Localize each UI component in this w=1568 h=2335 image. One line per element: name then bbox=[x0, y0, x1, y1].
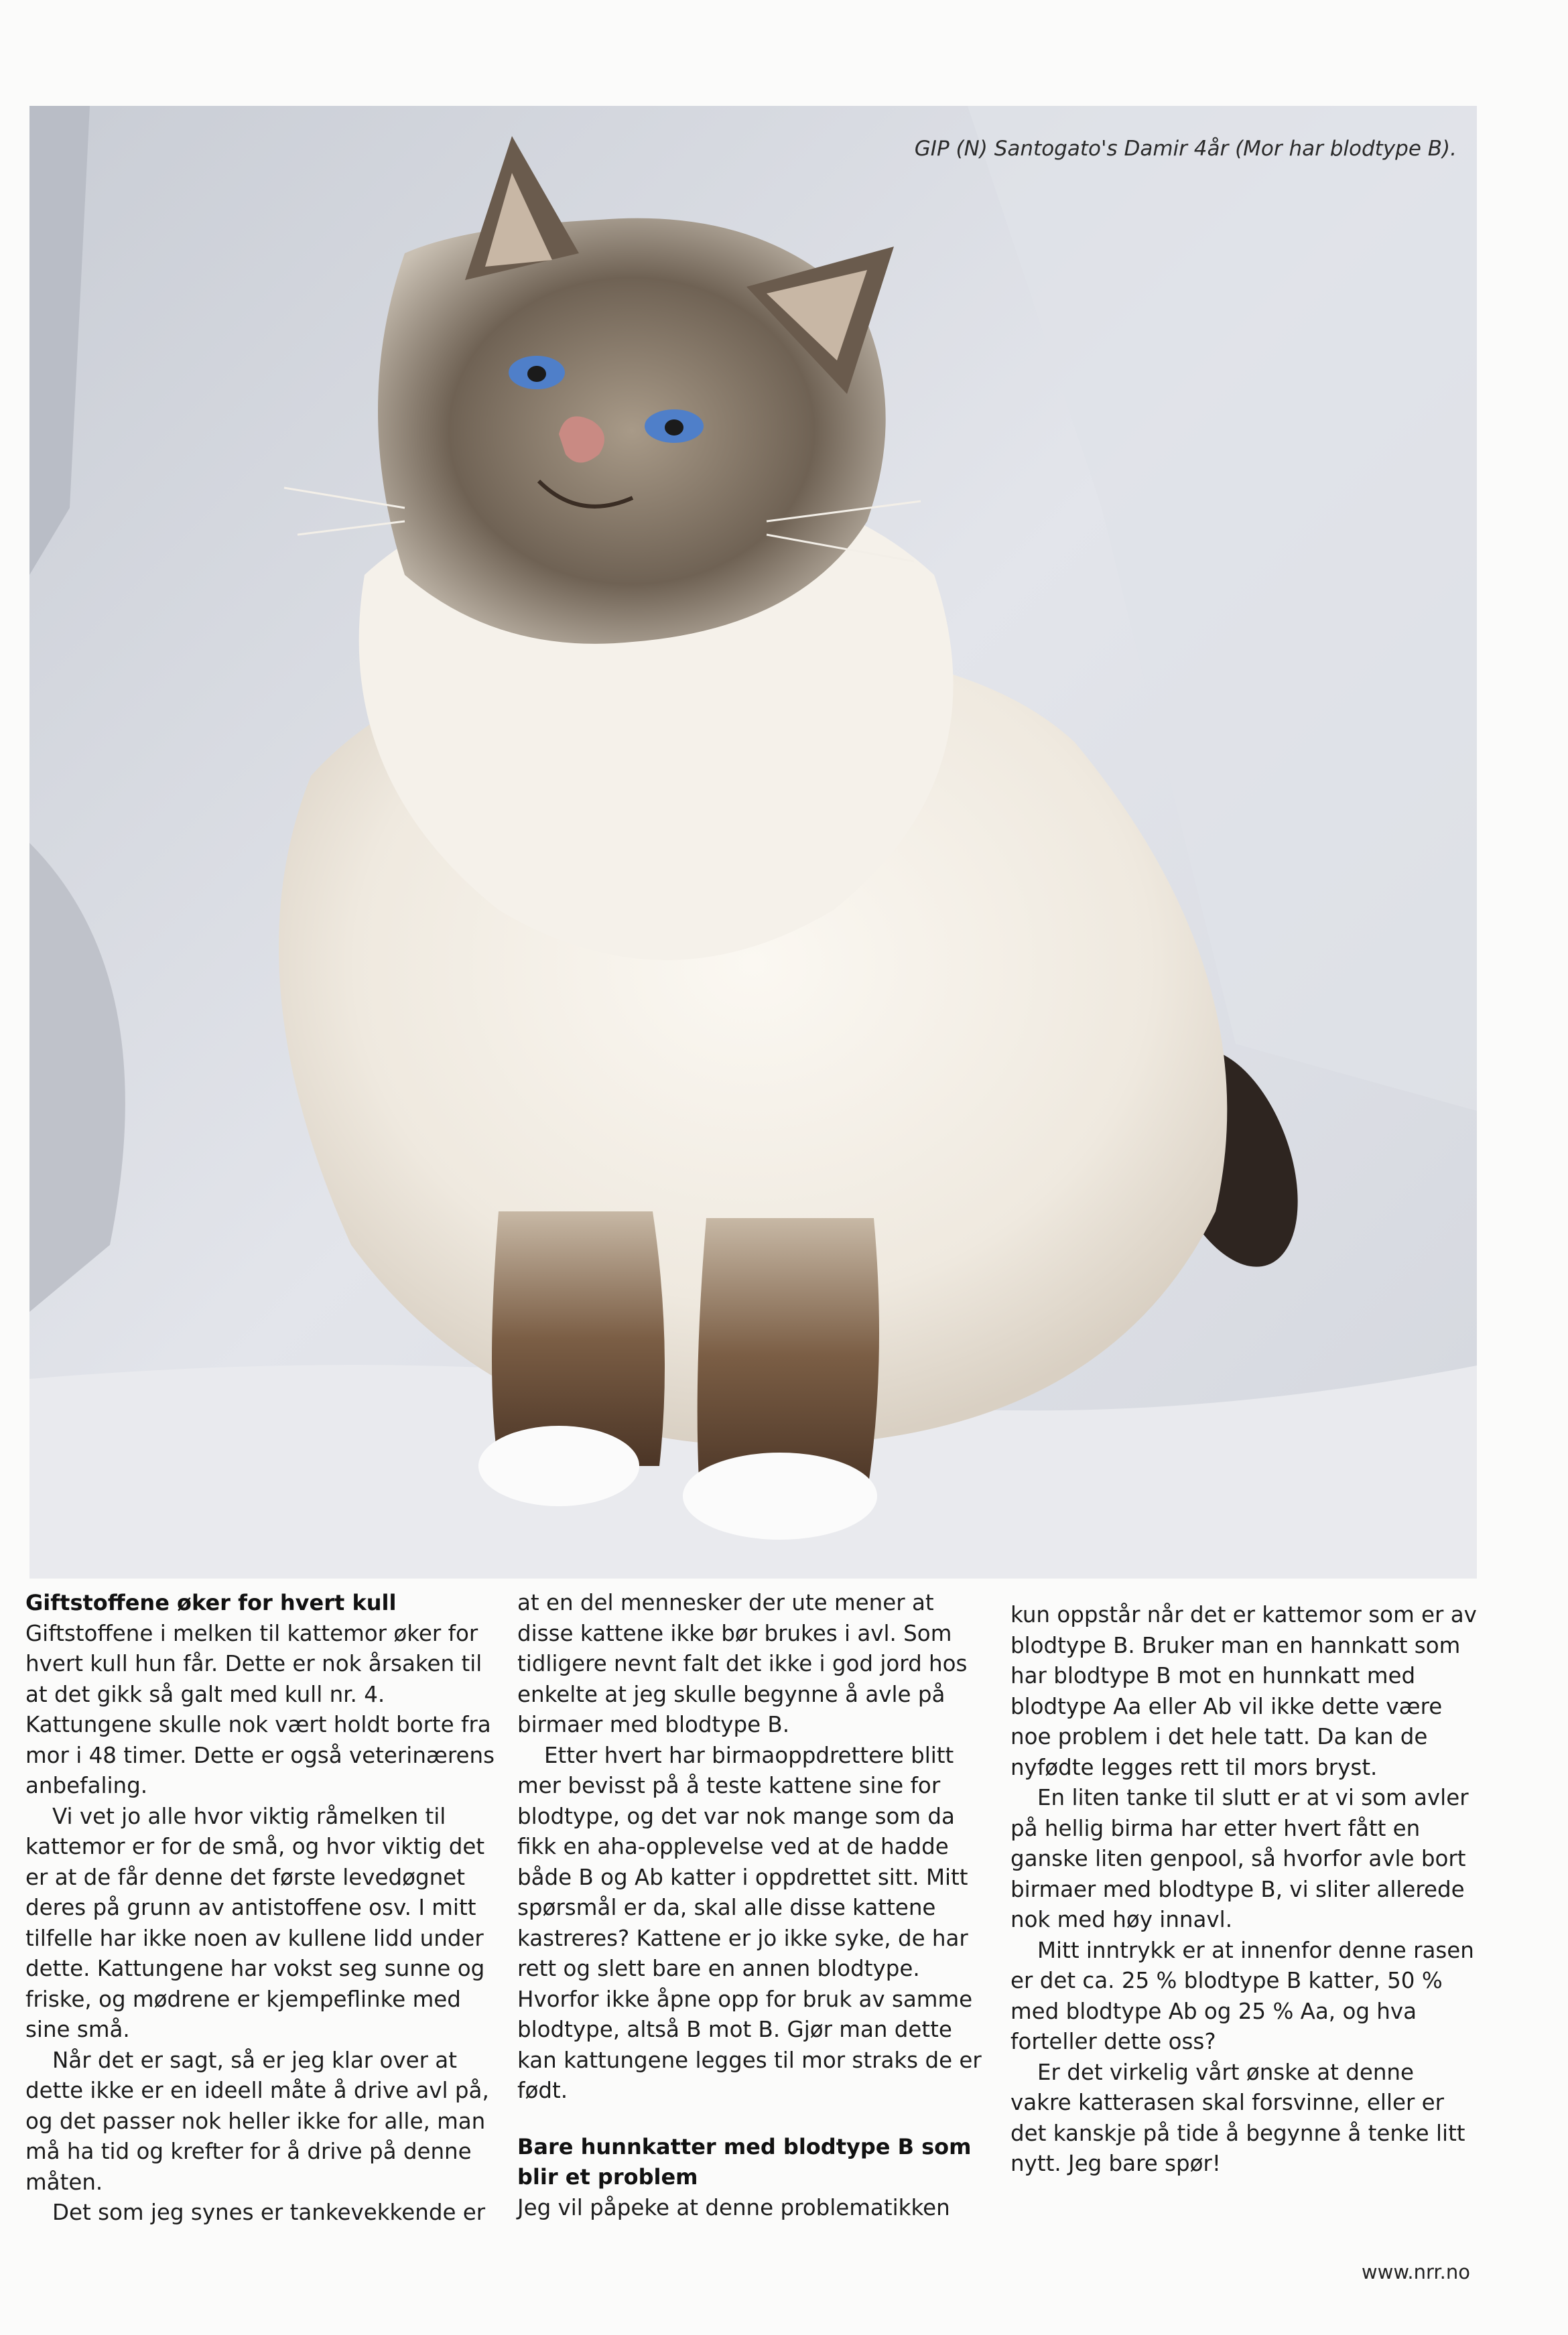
paragraph: En liten tanke til slutt er at vi som avler på hellig birma har etter hvert fått en ganske liten genpool, så hvorfor avle bort birmaer med blodtype B, vi sliter allerede nok med høy innavl. bbox=[1010, 1785, 1469, 1932]
paragraph: Etter hvert har birmaoppdrettere blitt mer bevisst på å teste kattene sine for blodtype, og det var nok mange som da fikk en aha-opplevelse ved at de hadde både B og Ab katter i oppdrettet sitt. Mitt spørsmål er da, skal alle disse kattene kastreres? Kattene er jo ikke syke, de har rett og slett bare en annen blodtype. Hvorfor ikke åpne opp for bruk av samme blodtype, altså B mot B. Gjør man dette kan kattungene legges til mor straks de er født. bbox=[517, 1742, 982, 2103]
cat-photo bbox=[29, 106, 1477, 1579]
footer-url: www.nrr.no bbox=[1361, 2261, 1470, 2283]
paragraph: Giftstoffene i melken til kattemor øker for hvert kull hun får. Dette er nok årsaken til at det gikk så galt med kull nr. 4. Kattungene skulle nok vært holdt borte fra mor i 48 timer. Dette er også veterinærens anbefaling. bbox=[25, 1620, 495, 1798]
article-column-2 bbox=[517, 1588, 986, 2223]
paragraph: at en del mennesker der ute mener at disse kattene ikke bør brukes i avl. Som tidligere nevnt falt det ikke i god jord hos enkelte at jeg skulle begynne å avle på birmaer med blodtype B. bbox=[517, 1590, 968, 1737]
article-column-3 bbox=[1010, 1600, 1480, 2180]
birman-cat-illustration bbox=[29, 106, 1477, 1579]
section-heading: Giftstoffene øker for hvert kull bbox=[25, 1590, 397, 1615]
section-heading: Bare hunnkatter med blodtype B som blir et problem bbox=[517, 2133, 972, 2190]
paragraph: Mitt inntrykk er at innenfor denne rasen er det ca. 25 % blodtype B katter, 50 % med blodtype Ab og 25 % Aa, og hva forteller dette oss? bbox=[1010, 1937, 1474, 2054]
paragraph: kun oppstår når det er kattemor som er av blodtype B. Bruker man en hannkatt som har blodtype B mot en hunnkatt med blodtype Aa eller Ab vil ikke dette være noe problem i det hele tatt. Da kan de nyfødte legges rett til mors bryst. bbox=[1010, 1602, 1477, 1780]
paragraph: Det som jeg synes er tankevekkende er bbox=[52, 2200, 486, 2225]
paragraph: Vi vet jo alle hvor viktig råmelken til kattemor er for de små, og hvor viktig det er at de får denne det første levedøgnet deres på grunn av antistoffene osv. I mitt tilfelle har ikke noen av kullene lidd under dette. Kattungene har vokst seg sunne og friske, og mødrene er kjempeflinke med sine små. bbox=[25, 1803, 485, 2042]
photo-caption: GIP (N) Santogato's Damir 4år (Mor har blodtype B). bbox=[914, 137, 1457, 161]
article-column-1 bbox=[25, 1588, 495, 2228]
paragraph: Når det er sagt, så er jeg klar over at dette ikke er en ideell måte å drive avl på, og det passer nok heller ikke for alle, man må ha tid og krefter for å drive på denne måten. bbox=[25, 2047, 489, 2195]
paragraph: Jeg vil påpeke at denne problematikken bbox=[517, 2194, 950, 2220]
paragraph: Er det virkelig vårt ønske at denne vakre katterasen skal forsvinne, eller er det kanskje på tide å begynne å tenke litt nytt. Jeg bare spør! bbox=[1010, 2059, 1465, 2176]
